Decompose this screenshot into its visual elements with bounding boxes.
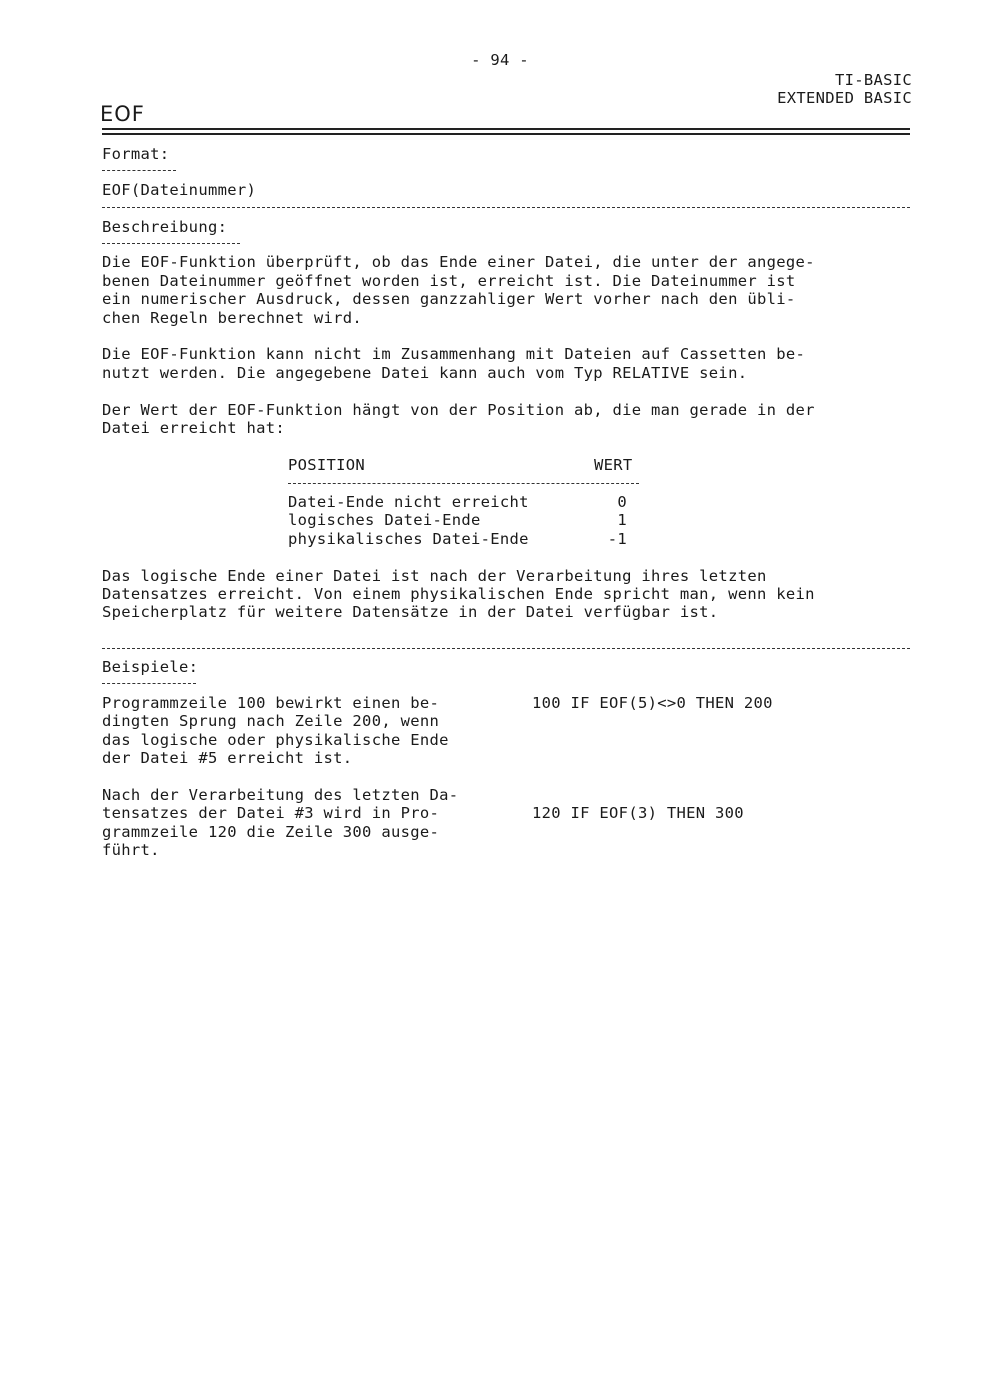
text-line: tensatzes der Datei #3 wird in Pro- bbox=[102, 804, 440, 822]
example-code: 120 IF EOF(3) THEN 300 bbox=[532, 804, 744, 822]
table-header-value: WERT bbox=[594, 456, 633, 474]
format-heading-underline bbox=[102, 170, 176, 171]
running-title-line1: TI-BASIC bbox=[834, 71, 912, 89]
examples-heading-underline bbox=[102, 683, 196, 684]
text-line: Die EOF-Funktion überprüft, ob das Ende einer Datei, die unter der angege- bbox=[102, 253, 815, 271]
description-heading-underline bbox=[102, 243, 240, 244]
table-cell-value: 0 bbox=[617, 493, 627, 511]
text-line: Datensatzes erreicht. Von einem physikalischen Ende spricht man, wenn kein bbox=[102, 585, 815, 603]
format-heading: Format: bbox=[102, 145, 170, 163]
text-line: Das logische Ende einer Datei ist nach der Verarbeitung ihres letzten bbox=[102, 567, 767, 585]
text-line: chen Regeln berechnet wird. bbox=[102, 309, 363, 327]
text-line: Datei erreicht hat: bbox=[102, 419, 286, 437]
section-divider bbox=[102, 648, 910, 649]
format-syntax: EOF(Dateinummer) bbox=[102, 181, 257, 199]
example-code: 100 IF EOF(5)<>0 THEN 200 bbox=[532, 694, 773, 712]
text-line: nutzt werden. Die angegebene Datei kann auch vom Typ RELATIVE sein. bbox=[102, 364, 748, 382]
text-line: dingten Sprung nach Zeile 200, wenn bbox=[102, 712, 440, 730]
text-line: ein numerischer Ausdruck, dessen ganzzahliger Wert vorher nach den übli- bbox=[102, 290, 796, 308]
table-cell-value: -1 bbox=[607, 530, 627, 548]
text-line: benen Dateinummer geöffnet worden ist, erreicht ist. Die Dateinummer ist bbox=[102, 272, 796, 290]
keyword-title: EOF bbox=[100, 102, 145, 126]
text-line: Programmzeile 100 bewirkt einen be- bbox=[102, 694, 440, 712]
table-cell-position: logisches Datei-Ende bbox=[288, 511, 481, 529]
examples-heading: Beispiele: bbox=[102, 658, 199, 676]
title-double-rule bbox=[102, 128, 910, 135]
text-line: führt. bbox=[102, 841, 160, 859]
table-cell-position: Datei-Ende nicht erreicht bbox=[288, 493, 529, 511]
table-cell-value: 1 bbox=[617, 511, 627, 529]
section-divider bbox=[102, 207, 910, 208]
text-line: Speicherplatz für weitere Datensätze in der Datei verfügbar ist. bbox=[102, 603, 719, 621]
text-line: Der Wert der EOF-Funktion hängt von der Position ab, die man gerade in der bbox=[102, 401, 815, 419]
text-line: der Datei #5 erreicht ist. bbox=[102, 749, 353, 767]
text-line: Die EOF-Funktion kann nicht im Zusammenhang mit Dateien auf Cassetten be- bbox=[102, 345, 806, 363]
running-title-line2: EXTENDED BASIC bbox=[777, 89, 912, 107]
text-line: Nach der Verarbeitung des letzten Da- bbox=[102, 786, 459, 804]
table-cell-position: physikalisches Datei-Ende bbox=[288, 530, 529, 548]
text-line: grammzeile 120 die Zeile 300 ausge- bbox=[102, 823, 440, 841]
table-header-rule bbox=[288, 483, 639, 484]
table-header-position: POSITION bbox=[288, 456, 366, 474]
page-number: - 94 - bbox=[471, 51, 529, 69]
description-heading: Beschreibung: bbox=[102, 218, 228, 236]
text-line: das logische oder physikalische Ende bbox=[102, 731, 449, 749]
